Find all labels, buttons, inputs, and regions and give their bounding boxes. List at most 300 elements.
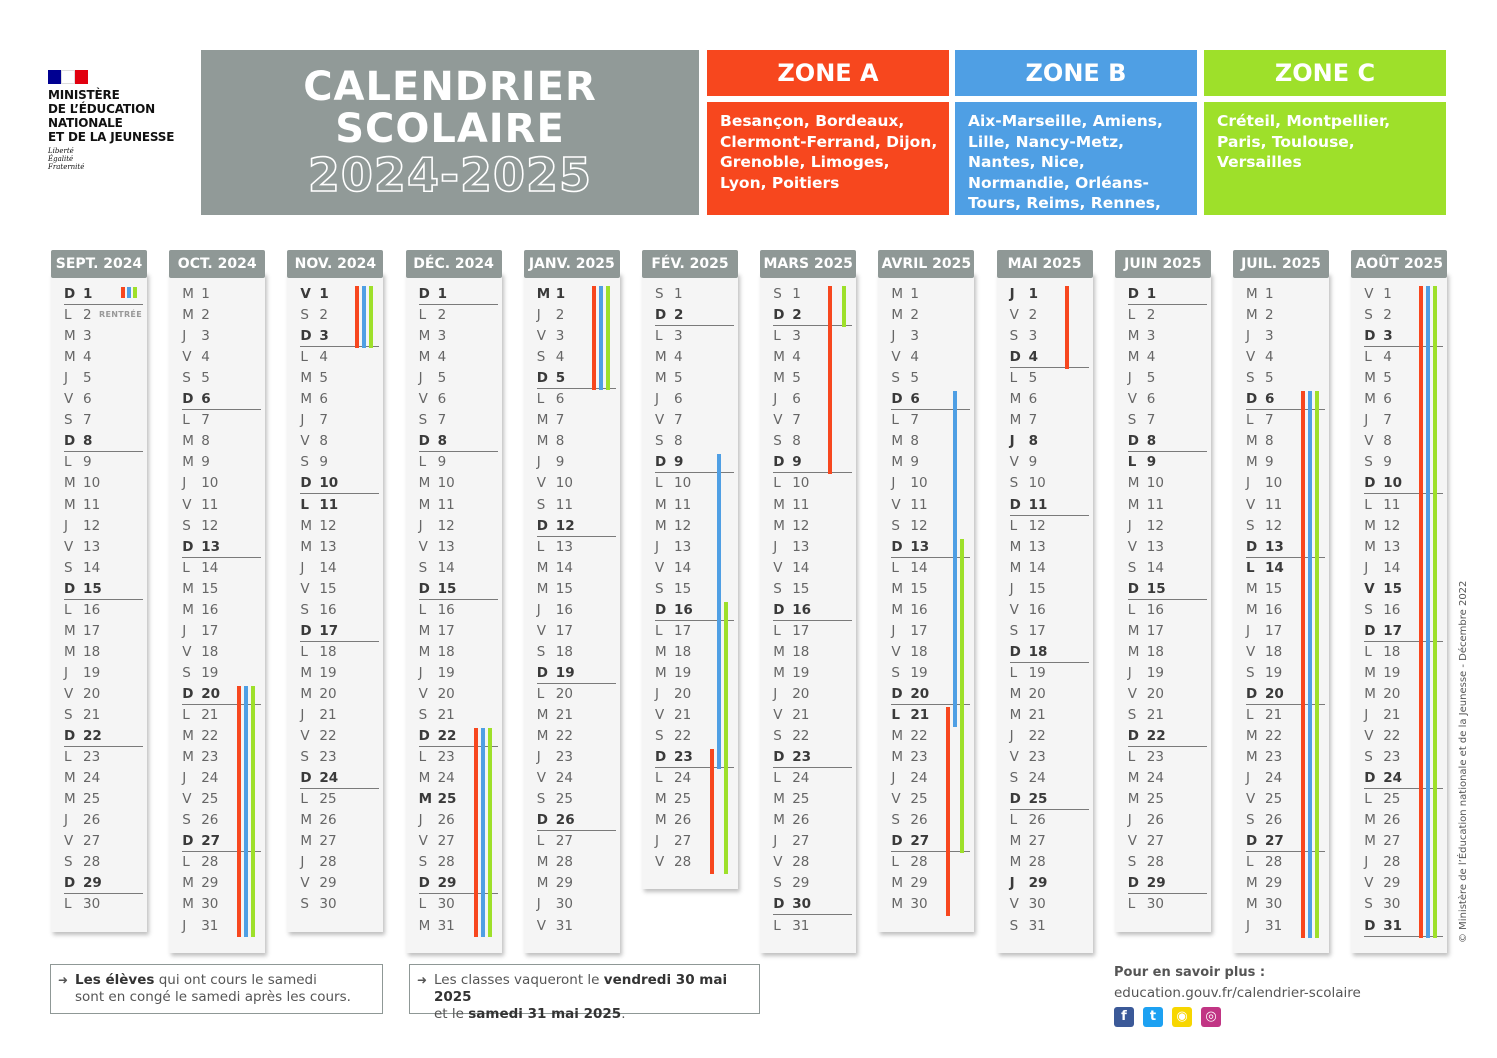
day-row: [300, 389, 380, 410]
weekday-letter: J: [1127, 370, 1132, 387]
day-row: [1010, 326, 1090, 347]
weekday-letter: V: [300, 433, 310, 450]
weekday-letter: S: [1009, 917, 1019, 934]
note-saturday-bold: Les élèves: [75, 972, 155, 988]
day-number: 24: [1265, 770, 1283, 787]
weekday-letter: V: [536, 328, 547, 345]
weekday-letter: D: [418, 433, 430, 450]
weekday-letter: L: [1127, 454, 1137, 471]
weekday-letter: D: [1246, 391, 1258, 408]
weekday-letter: D: [1127, 875, 1140, 892]
weekday-letter: M: [1246, 433, 1258, 450]
day-number: 6: [1146, 391, 1156, 408]
day-row: [1128, 873, 1207, 894]
weekday-letter: M: [773, 643, 785, 660]
day-number: 23: [83, 749, 101, 766]
weekday-letter: V: [182, 496, 192, 513]
day-row: [773, 495, 853, 516]
day-number: 11: [1265, 496, 1283, 513]
day-number: 28: [1383, 854, 1401, 871]
day-row: [1010, 558, 1090, 579]
day-number: 18: [910, 643, 928, 660]
day-row: [300, 452, 380, 473]
weekday-letter: J: [1246, 917, 1250, 934]
weekday-letter: J: [1364, 412, 1369, 429]
weekday-letter: V: [418, 538, 428, 555]
day-row: [1128, 894, 1208, 915]
day-row: [64, 705, 144, 726]
day-number: 11: [83, 496, 101, 513]
holiday-bar-zone-b: [1308, 391, 1312, 937]
day-number: 10: [201, 475, 219, 492]
day-number: 29: [555, 875, 573, 892]
weekday-letter: V: [1364, 433, 1374, 450]
day-row: [655, 747, 734, 768]
weekday-letter: V: [655, 559, 665, 576]
day-number: 18: [792, 643, 810, 660]
weekday-letter: D: [1246, 538, 1258, 555]
weekday-letter: S: [773, 286, 782, 302]
day-number: 18: [674, 643, 692, 660]
day-number: 15: [83, 580, 102, 597]
day-number: 13: [437, 538, 455, 555]
day-number: 31: [555, 917, 573, 934]
weekday-letter: V: [536, 917, 547, 934]
weekday-letter: M: [1009, 685, 1022, 702]
day-row: [1010, 916, 1090, 937]
weekday-letter: M: [182, 749, 194, 766]
weekday-letter: M: [300, 664, 313, 681]
day-row: [655, 789, 735, 810]
day-number: 27: [201, 833, 220, 850]
day-row: [419, 431, 498, 452]
day-row: [182, 873, 262, 894]
weekday-letter: M: [182, 728, 194, 745]
weekday-letter: M: [891, 875, 904, 892]
holiday-bar-zone-b: [953, 391, 957, 727]
holiday-bar-zone-c: [606, 286, 610, 390]
day-row: [773, 831, 853, 852]
day-row: [1364, 768, 1443, 789]
zone-c-cities: Créteil, Montpellier, Paris, Toulouse, Versailles: [1204, 102, 1446, 215]
day-number: 6: [792, 391, 801, 408]
day-number: 24: [1383, 770, 1402, 787]
day-row: [300, 537, 380, 558]
weekday-letter: M: [1127, 791, 1140, 808]
weekday-letter: V: [182, 643, 192, 660]
day-number: 30: [83, 896, 101, 913]
weekday-letter: L: [536, 391, 545, 408]
day-row: [537, 305, 617, 326]
day-row: [1364, 894, 1444, 915]
day-row: [419, 452, 499, 473]
day-number: 3: [910, 328, 919, 345]
weekday-letter: J: [655, 685, 659, 702]
month-column: [760, 250, 856, 934]
instagram-icon[interactable]: ◎: [1201, 1007, 1221, 1027]
month-column: [287, 250, 383, 913]
day-row: [891, 705, 971, 726]
day-number: 2: [910, 307, 919, 324]
day-number: 26: [674, 812, 692, 829]
weekday-letter: L: [64, 454, 72, 471]
day-row: [419, 537, 499, 558]
weekday-letter: M: [182, 286, 194, 302]
weekday-letter: V: [1246, 496, 1256, 513]
day-row: [300, 663, 380, 684]
weekday-letter: S: [536, 643, 546, 660]
holiday-bar-zone-a: [710, 749, 714, 874]
day-row: [655, 768, 735, 789]
day-number: 9: [1146, 454, 1157, 471]
day-row: [1364, 810, 1444, 831]
day-row: [773, 558, 853, 579]
day-row: [1246, 368, 1326, 389]
day-number: 29: [1265, 875, 1283, 892]
weekday-letter: S: [891, 664, 900, 681]
weekday-letter: J: [536, 601, 541, 618]
day-row: [891, 810, 971, 831]
day-number: 20: [792, 685, 810, 702]
day-row: [1246, 916, 1326, 937]
day-number: 20: [83, 685, 101, 702]
weekday-letter: L: [1127, 749, 1136, 766]
day-number: 30: [1028, 896, 1046, 913]
day-number: 23: [1383, 749, 1401, 766]
day-row: [1128, 347, 1208, 368]
weekday-letter: V: [1246, 643, 1256, 660]
day-row: [891, 600, 971, 621]
day-row: [419, 642, 499, 663]
day-number: 5: [1265, 370, 1274, 387]
weekday-letter: S: [1246, 812, 1255, 829]
day-number: 6: [555, 391, 565, 408]
weekday-letter: S: [64, 707, 73, 723]
day-number: 14: [555, 559, 573, 576]
weekday-letter: M: [1364, 664, 1376, 681]
day-number: 28: [555, 854, 573, 871]
day-number: 14: [674, 559, 692, 576]
flag-icon: [48, 70, 88, 84]
weekday-letter: L: [1246, 412, 1254, 429]
weekday-letter: D: [536, 664, 549, 681]
day-number: 24: [319, 770, 339, 787]
day-number: 19: [1265, 664, 1283, 681]
day-row: [182, 347, 262, 368]
day-row: [1364, 726, 1444, 747]
day-number: 18: [319, 643, 337, 660]
weekday-letter: S: [300, 454, 309, 471]
weekday-letter: S: [1246, 370, 1255, 387]
title-year: 2024-2025: [307, 148, 593, 202]
day-number: 22: [555, 728, 573, 745]
day-number: 14: [201, 559, 219, 576]
day-row: [300, 642, 380, 663]
day-number: 23: [1028, 749, 1046, 766]
day-row: [1246, 747, 1326, 768]
day-number: 25: [1265, 791, 1283, 808]
holiday-bar-zone-c: [488, 728, 492, 937]
day-number: 3: [792, 328, 801, 345]
day-number: 4: [1146, 349, 1156, 366]
day-number: 16: [1383, 601, 1401, 618]
holiday-bar-zone-b: [481, 728, 485, 937]
day-number: 9: [437, 454, 447, 471]
day-row: [1010, 495, 1089, 516]
day-number: 2: [674, 307, 684, 324]
weekday-letter: M: [536, 707, 549, 723]
day-number: 29: [319, 875, 337, 892]
day-number: 12: [83, 517, 101, 534]
day-number: 15: [1383, 580, 1402, 597]
social-links: [1114, 1007, 1221, 1027]
day-number: 26: [437, 812, 455, 829]
day-number: 24: [674, 770, 692, 787]
day-number: 9: [1383, 454, 1392, 471]
day-row: [182, 389, 261, 410]
day-row: [1128, 642, 1208, 663]
day-number: 6: [319, 391, 328, 408]
holiday-bar-zone-b: [599, 286, 603, 390]
day-number: 31: [1028, 917, 1046, 934]
weekday-letter: D: [891, 685, 903, 702]
day-row: [537, 495, 617, 516]
day-row: [182, 726, 262, 747]
legend-bar-zone-b: [127, 287, 131, 298]
weekday-letter: D: [1009, 349, 1021, 366]
day-number: 18: [1146, 643, 1164, 660]
day-row: [1010, 831, 1090, 852]
day-number: 17: [555, 622, 573, 639]
day-row: [1246, 431, 1326, 452]
day-number: 19: [910, 664, 928, 681]
weekday-letter: S: [1127, 412, 1137, 429]
weekday-letter: J: [64, 664, 68, 681]
day-row: [773, 768, 853, 789]
day-row: [655, 705, 735, 726]
day-number: 30: [201, 896, 219, 913]
weekday-letter: L: [300, 349, 308, 366]
day-number: 27: [1265, 833, 1284, 850]
holiday-bar-zone-a: [1419, 286, 1423, 938]
day-row: [655, 621, 735, 642]
weekday-letter: S: [64, 559, 73, 576]
weekday-letter: S: [536, 791, 546, 808]
day-number: 10: [437, 475, 455, 492]
weekday-letter: S: [1364, 454, 1373, 471]
weekday-letter: J: [182, 917, 187, 934]
day-number: 25: [792, 791, 810, 808]
day-row: [182, 452, 262, 473]
day-row: [64, 347, 144, 368]
day-number: 30: [555, 896, 573, 913]
weekday-letter: L: [655, 622, 663, 639]
note-may-bold2: samedi 31 mai 2025: [468, 1006, 622, 1022]
day-number: 31: [792, 917, 810, 934]
day-row: [1246, 705, 1326, 726]
day-number: 8: [555, 433, 565, 450]
day-row: [1010, 642, 1089, 663]
day-row: [300, 768, 379, 789]
day-number: 17: [1146, 622, 1164, 639]
weekday-letter: V: [300, 286, 311, 302]
weekday-letter: V: [1127, 833, 1138, 850]
weekday-letter: M: [536, 412, 549, 429]
weekday-letter: V: [655, 412, 665, 429]
title-line2: SCOLAIRE: [335, 106, 565, 152]
note-may-bold1: vendredi 30 mai 2025: [434, 972, 728, 1005]
day-row: [64, 621, 144, 642]
legend-bar-zone-a: [121, 287, 125, 298]
day-number: 24: [1028, 770, 1046, 787]
day-row: [64, 368, 144, 389]
weekday-letter: M: [1009, 559, 1022, 576]
month-column: [524, 250, 620, 934]
weekday-letter: L: [1364, 349, 1372, 366]
day-row: [300, 789, 380, 810]
weekday-letter: D: [418, 286, 430, 302]
day-row: [891, 537, 970, 558]
day-row: [1246, 852, 1326, 873]
day-row: [182, 831, 261, 852]
day-row: [891, 431, 971, 452]
day-row: [655, 473, 735, 494]
weekday-letter: D: [64, 728, 76, 745]
weekday-letter: S: [418, 707, 428, 723]
day-row: [419, 495, 499, 516]
day-number: 5: [792, 370, 801, 387]
day-number: 1: [83, 286, 93, 302]
day-row: [891, 894, 971, 915]
day-number: 1: [1265, 286, 1274, 302]
weekday-letter: L: [418, 749, 427, 766]
day-row: [537, 537, 617, 558]
day-row: [1128, 684, 1208, 705]
weekday-letter: M: [418, 496, 431, 513]
day-row: [537, 705, 617, 726]
day-row: [182, 284, 262, 305]
weekday-letter: V: [1246, 791, 1256, 808]
day-row: [1364, 621, 1443, 642]
weekday-letter: M: [891, 601, 904, 618]
month-column: [1115, 250, 1211, 913]
day-row: [773, 852, 853, 873]
day-row: [773, 431, 853, 452]
day-row: [64, 642, 144, 663]
day-number: 26: [1265, 812, 1283, 829]
day-number: 25: [555, 791, 573, 808]
note-may-pre: Les classes vaqueront le: [434, 972, 604, 988]
day-number: 18: [437, 643, 455, 660]
facebook-icon[interactable]: f: [1114, 1007, 1134, 1027]
day-number: 9: [555, 454, 565, 471]
weekday-letter: M: [655, 812, 667, 829]
weekday-letter: J: [655, 391, 659, 408]
day-number: 21: [1146, 707, 1164, 723]
day-number: 14: [437, 559, 455, 576]
weekday-letter: J: [1127, 517, 1132, 534]
day-row: [537, 831, 617, 852]
day-row: [1246, 663, 1326, 684]
day-row: [300, 747, 380, 768]
day-number: 6: [1028, 391, 1038, 408]
weekday-letter: M: [1364, 370, 1376, 387]
more-info-link[interactable]: education.gouv.fr/calendrier-scolaire: [1114, 985, 1361, 1001]
weekday-letter: M: [773, 664, 785, 681]
day-number: 11: [1146, 496, 1164, 513]
day-row: [1128, 852, 1208, 873]
day-number: 16: [792, 601, 811, 618]
day-row: [1010, 305, 1090, 326]
twitter-icon[interactable]: t: [1143, 1007, 1163, 1027]
weekday-letter: S: [1246, 517, 1255, 534]
day-row: [182, 663, 262, 684]
weekday-letter: S: [773, 580, 782, 597]
day-row: [1364, 873, 1444, 894]
note-may-post: .: [621, 1006, 626, 1022]
weekday-letter: D: [1246, 833, 1258, 850]
day-number: 21: [319, 707, 337, 723]
day-row: [419, 894, 499, 915]
weekday-letter: D: [773, 307, 785, 324]
day-number: 20: [1265, 685, 1284, 702]
weekday-letter: M: [891, 749, 904, 766]
day-number: 17: [1265, 622, 1283, 639]
month-header: JUIN 2025: [1115, 250, 1211, 278]
weekday-letter: S: [1009, 328, 1019, 345]
day-number: 6: [1383, 391, 1392, 408]
weekday-letter: V: [64, 391, 74, 408]
day-row: [182, 558, 262, 579]
weekday-letter: D: [418, 728, 430, 745]
day-row: [1010, 726, 1090, 747]
day-number: 3: [1028, 328, 1038, 345]
weekday-letter: M: [182, 875, 194, 892]
day-number: 7: [674, 412, 683, 429]
weekday-letter: M: [64, 770, 76, 787]
day-row: [64, 852, 144, 873]
day-row: [655, 431, 735, 452]
arrow-icon: ➜: [58, 973, 69, 987]
month-header: FÉV. 2025: [642, 250, 738, 278]
day-row: [1128, 516, 1208, 537]
day-row: [300, 894, 380, 915]
day-number: 22: [792, 728, 810, 745]
weekday-letter: S: [182, 664, 191, 681]
copyright: © Ministère de l’Éducation nationale et de la Jeunesse - Décembre 2022: [1458, 580, 1469, 943]
day-row: [419, 305, 499, 326]
day-number: 16: [319, 601, 337, 618]
weekday-letter: V: [773, 707, 783, 723]
day-row: [1128, 663, 1208, 684]
weekday-letter: V: [536, 475, 547, 492]
weekday-letter: D: [1127, 728, 1140, 745]
day-number: 17: [674, 622, 692, 639]
day-number: 10: [792, 475, 810, 492]
weekday-letter: M: [1364, 517, 1376, 534]
day-row: [1364, 642, 1444, 663]
weekday-letter: D: [536, 517, 549, 534]
weekday-letter: M: [182, 433, 194, 450]
weekday-letter: M: [655, 791, 667, 808]
weekday-letter: S: [300, 896, 309, 913]
weekday-letter: M: [300, 370, 313, 387]
day-number: 8: [792, 433, 801, 450]
snapchat-icon[interactable]: ◉: [1172, 1007, 1192, 1027]
day-row: [1128, 368, 1208, 389]
weekday-letter: D: [1127, 286, 1140, 302]
day-row: [891, 684, 970, 705]
